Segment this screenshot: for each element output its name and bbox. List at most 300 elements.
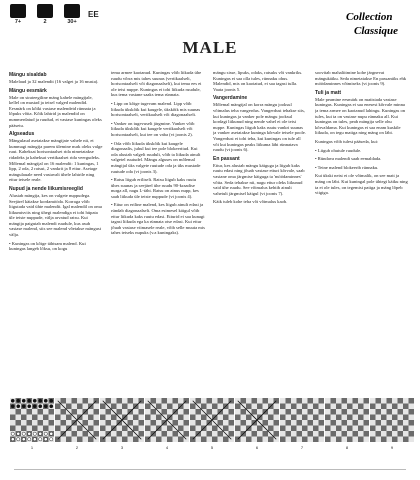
paragraph: Kuningas võib tulest pääseda, kui: [315, 138, 379, 144]
chess-piece [22, 405, 25, 408]
chess-piece [50, 438, 53, 441]
board-square [207, 404, 213, 410]
board-square [325, 415, 331, 421]
paragraph: Mõlemal mängijal on korra mängu jooksul võimalus teha vangerdus. Vangerdust tehakse siis, kui kuningas ja vanker pole mängu jooksul kordagi liikunud ning nende vahel ei ole teisi nuppe. Kuningas liigub kaks ruutu vankri suunas ja vanker asetatakse kuninga kõrvale teisele poole. Vangerdust ei tohi teha, kui kuningas on tule all või kui kuningas peaks liikuma läbi rünnatava ruudu (vt joonis 6). [213, 102, 306, 153]
board-square [268, 437, 274, 443]
board-square [83, 420, 89, 426]
board-square [257, 398, 263, 404]
board-square [342, 437, 348, 443]
board-square [252, 398, 258, 404]
board-square [151, 398, 157, 404]
board-square [128, 431, 134, 437]
board-square [398, 437, 404, 443]
board-square [21, 420, 27, 426]
board-square [212, 398, 218, 404]
chess-piece [11, 399, 14, 402]
paragraph: • Lipp on kõige tugevam malend. Lipp võib liikuda ükskõik kui kaugele, ükskõik mis suunas horisontaalselt, vertikaalselt või diagonaalselt. [111, 100, 201, 118]
board-square [319, 420, 325, 426]
board-square [111, 431, 117, 437]
board-square [376, 415, 382, 421]
board-square [353, 404, 359, 410]
board-square [297, 409, 303, 415]
board-square [364, 398, 370, 404]
board-square [229, 420, 235, 426]
board-square [376, 437, 382, 443]
board-square [370, 415, 376, 421]
board-square [218, 431, 224, 437]
board-square [167, 409, 173, 415]
board-square [111, 398, 117, 404]
board-square [196, 420, 202, 426]
board-square [49, 426, 55, 432]
board-square [212, 409, 218, 415]
board-square [302, 426, 308, 432]
chessboard [55, 398, 99, 442]
board-square [100, 420, 106, 426]
board-square [302, 404, 308, 410]
diagram-number: 5 [210, 445, 214, 450]
chess-piece [11, 432, 14, 435]
board-square [409, 426, 415, 432]
board-square [100, 409, 106, 415]
chess-diagram [190, 398, 234, 450]
board-square [392, 398, 398, 404]
board-square [241, 420, 247, 426]
board-square [32, 426, 38, 432]
section-heading: Vangerdamine [213, 95, 248, 102]
diagram-number: 3 [120, 445, 124, 450]
board-square [387, 404, 393, 410]
board-square [83, 431, 89, 437]
board-square [38, 426, 44, 432]
board-square [201, 398, 207, 404]
paragraph: Malelaud ja 32 malendit (16 valget ja 16 musta). [9, 79, 99, 84]
board-square [313, 398, 319, 404]
board-square [21, 409, 27, 415]
board-square [156, 437, 162, 443]
board-square [184, 409, 190, 415]
paragraph: • Kuningas on kõige tähtsam malend. Kui kuningas langeb lõksu, on kogu [9, 240, 86, 252]
board-square [241, 426, 247, 432]
board-square [66, 404, 72, 410]
board-square [297, 437, 303, 443]
age-icon-box [10, 4, 26, 18]
board-square [358, 437, 364, 443]
board-square [223, 420, 229, 426]
board-square [376, 404, 382, 410]
board-square [347, 437, 353, 443]
board-square [133, 437, 139, 443]
board-square [201, 431, 207, 437]
board-square [280, 431, 286, 437]
board-square [190, 404, 196, 410]
board-square [364, 426, 370, 432]
board-square [178, 398, 184, 404]
board-square [246, 437, 252, 443]
board-square [94, 409, 100, 415]
board-square [201, 420, 207, 426]
board-square [263, 431, 269, 437]
board-square [387, 415, 393, 421]
board-square [268, 415, 274, 421]
board-square [162, 426, 168, 432]
board-square [167, 437, 173, 443]
board-square [398, 398, 404, 404]
board-square [387, 431, 393, 437]
board-square [122, 398, 128, 404]
board-square [274, 426, 280, 432]
board-square [308, 426, 314, 432]
board-square [325, 409, 331, 415]
board-square [117, 398, 123, 404]
diagram-number: 1 [30, 445, 34, 450]
board-square [49, 420, 55, 426]
chess-piece [22, 432, 25, 435]
board-square [66, 431, 72, 437]
chess-piece [33, 399, 36, 402]
text-column [315, 70, 409, 410]
board-square [313, 409, 319, 415]
board-square [16, 420, 22, 426]
board-square [151, 420, 157, 426]
board-square [196, 398, 202, 404]
logo-line1: Collection [346, 11, 393, 23]
board-square [133, 420, 139, 426]
board-square [325, 398, 331, 404]
chess-piece [50, 399, 53, 402]
board-square [409, 420, 415, 426]
board-square [122, 404, 128, 410]
board-square [133, 398, 139, 404]
board-square [83, 437, 89, 443]
players-label: 2 [43, 19, 47, 25]
board-square [66, 415, 72, 421]
board-square [252, 409, 258, 415]
paragraph: • Liigub ohutule ruudule. [315, 147, 362, 153]
chess-piece [28, 438, 31, 441]
page-title: MALE [182, 38, 238, 57]
board-square [319, 404, 325, 410]
board-square [268, 398, 274, 404]
board-square [257, 404, 263, 410]
chess-piece [33, 405, 36, 408]
board-square [235, 420, 241, 426]
chess-piece [33, 432, 36, 435]
board-square [370, 409, 376, 415]
board-square [145, 426, 151, 432]
board-square [83, 404, 89, 410]
board-square [280, 437, 286, 443]
board-square [297, 420, 303, 426]
board-square [235, 409, 241, 415]
board-square [72, 398, 78, 404]
board-square [55, 415, 61, 421]
board-square [319, 415, 325, 421]
board-square [302, 398, 308, 404]
board-square [257, 431, 263, 437]
board-square [381, 404, 387, 410]
board-square [325, 426, 331, 432]
logo-line2: Classique [354, 25, 399, 37]
board-square [235, 426, 241, 432]
board-square [308, 415, 314, 421]
board-square [370, 398, 376, 404]
board-square [331, 409, 337, 415]
board-square [178, 437, 184, 443]
board-square [66, 420, 72, 426]
board-square [297, 415, 303, 421]
board-square [252, 431, 258, 437]
board-square [88, 420, 94, 426]
board-square [398, 426, 404, 432]
paragraph: Male peamine eesmärk on matistada vastase kuningas. Kuningas ei saa enesest kõrvale minna ja tema armee on kaotanud lahingu. Kuningas on tules, kui ta on vastase nupu rünnaku all. Kui kuningas on tules, peab mängija selle ohu kõrvaldama. Kui kuningas ei saa enam kuskile liikuda, on tegu matiga ning mäng on läbi. [315, 96, 406, 136]
board-square [392, 415, 398, 421]
board-square [229, 431, 235, 437]
board-square [106, 415, 112, 421]
chess-piece [50, 405, 53, 408]
chess-piece [44, 399, 47, 402]
time-icon-box [64, 4, 80, 18]
board-square [184, 404, 190, 410]
board-square [319, 431, 325, 437]
board-square [27, 409, 33, 415]
paragraph: Käik tuleb kohe teha või võimalus kaob. [213, 199, 288, 205]
board-square [319, 437, 325, 443]
board-square [10, 420, 16, 426]
paragraph: • Teine malend blokeerib rünnaku. [315, 164, 379, 170]
board-square [133, 426, 139, 432]
chess-piece [28, 405, 31, 408]
board-square [336, 420, 342, 426]
board-square [342, 415, 348, 421]
board-square [336, 398, 342, 404]
board-square [145, 409, 151, 415]
board-square [167, 426, 173, 432]
board-square [10, 426, 16, 432]
paragraph: • Ratsu liigub eriliselt. Ratsu liigub kaks ruutu ühes suunas ja seejärel ühe ruudu 90-kraadise nurga all, nagu L-täht. Ratsu on ainus nupp, kes saab liikuda üle teiste nuppude (vt joonis 4). [111, 177, 199, 199]
board-square [387, 420, 393, 426]
rules-columns [9, 70, 413, 410]
chessboard [100, 398, 144, 442]
board-square [212, 431, 218, 437]
board-square [190, 415, 196, 421]
board-square [10, 415, 16, 421]
board-square [145, 415, 151, 421]
board-square [286, 409, 292, 415]
board-square [94, 420, 100, 426]
board-square [257, 409, 263, 415]
board-square [100, 404, 106, 410]
board-square [392, 431, 398, 437]
board-square [274, 409, 280, 415]
board-square [370, 426, 376, 432]
board-square [313, 426, 319, 432]
board-square [139, 431, 145, 437]
section-heading: Mängu sisaldab [9, 72, 47, 78]
board-square [223, 398, 229, 404]
board-square [229, 415, 235, 421]
board-square [94, 431, 100, 437]
board-square [88, 409, 94, 415]
chessboard [325, 398, 369, 442]
chessboard [235, 398, 279, 442]
chess-piece [17, 399, 20, 402]
board-square [297, 398, 303, 404]
board-square [376, 431, 382, 437]
chess-diagram [10, 398, 54, 450]
board-square [263, 420, 269, 426]
paragraph: mängu sisse, lipuks, odaks, ratsuks või vankriks. Kuningas ei saa olla tules, rünnaku ohus. Malendid, mis on kaotatud, ei saa tagasi tulla. Vaata joonis 5. [213, 70, 303, 92]
board-square [286, 420, 292, 426]
board-square [246, 431, 252, 437]
board-square [229, 409, 235, 415]
board-square [178, 420, 184, 426]
board-square [325, 420, 331, 426]
board-square [331, 415, 337, 421]
board-square [201, 415, 207, 421]
board-square [106, 420, 112, 426]
board-square [156, 404, 162, 410]
board-square [178, 415, 184, 421]
board-square [347, 420, 353, 426]
board-square [83, 398, 89, 404]
board-square [347, 415, 353, 421]
board-square [286, 431, 292, 437]
board-square [162, 431, 168, 437]
chess-piece [28, 399, 31, 402]
chess-diagram [100, 398, 144, 450]
board-square [122, 437, 128, 443]
board-square [32, 415, 38, 421]
board-square [364, 409, 370, 415]
board-square [145, 420, 151, 426]
chess-piece [11, 438, 14, 441]
board-square [207, 409, 213, 415]
chess-diagram [55, 398, 99, 450]
board-square [229, 404, 235, 410]
board-square [381, 398, 387, 404]
board-square [111, 404, 117, 410]
board-square [196, 426, 202, 432]
board-square [370, 437, 376, 443]
board-square [263, 398, 269, 404]
board-square [297, 404, 303, 410]
board-square [291, 415, 297, 421]
board-square [358, 431, 364, 437]
board-square [207, 426, 213, 432]
board-square [235, 415, 241, 421]
board-square [364, 420, 370, 426]
board-square [133, 415, 139, 421]
chessboard [190, 398, 234, 442]
board-square [313, 431, 319, 437]
chess-piece [39, 432, 42, 435]
board-square [128, 404, 134, 410]
chessboard [10, 398, 54, 442]
board-square [381, 409, 387, 415]
diagram-strip [0, 398, 420, 468]
board-square [111, 420, 117, 426]
diagram-number: 6 [255, 445, 259, 450]
board-square [246, 420, 252, 426]
board-square [55, 431, 61, 437]
board-square [106, 437, 112, 443]
board-square [49, 415, 55, 421]
board-square [381, 437, 387, 443]
board-square [392, 437, 398, 443]
section-heading: Nupud ja nende liikumisreeglid [9, 185, 83, 192]
board-square [398, 431, 404, 437]
chess-piece [50, 432, 53, 435]
board-square [302, 420, 308, 426]
board-square [398, 415, 404, 421]
board-square [274, 431, 280, 437]
paragraph: • Oda võib liikuda ükskõik kui kaugele diagonaalis, juhul kui tee pole blokeeritud. Kui oda alustab valgelt ruudult, võib ta liikuda ainult valgetel ruutudel. Mängu alguses on mõlemal mängijal üks valgete ruutude oda ja üks mustade ruutude oda (vt joonis 3). [111, 140, 201, 174]
board-square [246, 398, 252, 404]
board-square [347, 409, 353, 415]
board-square [139, 409, 145, 415]
header-icons [9, 4, 81, 25]
chess-piece [17, 405, 20, 408]
board-square [178, 426, 184, 432]
board-square [43, 426, 49, 432]
board-square [223, 415, 229, 421]
text-column [9, 70, 103, 410]
board-square [252, 437, 258, 443]
board-square [331, 404, 337, 410]
board-square [398, 420, 404, 426]
board-square [387, 398, 393, 404]
board-square [196, 409, 202, 415]
board-square [252, 426, 258, 432]
board-square [77, 404, 83, 410]
board-square [77, 426, 83, 432]
chess-piece [44, 432, 47, 435]
board-square [403, 437, 409, 443]
board-square [38, 409, 44, 415]
board-square [291, 420, 297, 426]
board-square [286, 426, 292, 432]
board-square [117, 409, 123, 415]
board-square [409, 431, 415, 437]
board-square [72, 409, 78, 415]
board-square [88, 426, 94, 432]
board-square [268, 426, 274, 432]
board-square [403, 409, 409, 415]
board-square [43, 415, 49, 421]
board-square [297, 431, 303, 437]
chess-diagram [370, 398, 414, 450]
board-square [291, 426, 297, 432]
board-square [325, 431, 331, 437]
board-square [409, 409, 415, 415]
board-square [190, 431, 196, 437]
board-square [156, 431, 162, 437]
board-square [162, 409, 168, 415]
paragraph: Mängulaud asetatakse mängijate vahele nii, et kummagi mängija parem ülemine nurk oleks valge ruut. Kaheksat horisontaalset rida nimetatakse ridadeks ja kaheksat vertikaalset rida veergudeks. Mõlemal mängijal on 16 malendit: 1 kuningas, 1 lipp, 2 oda, 2 ratsut, 2 vankrit ja 8 ettur. Asetage mängulauale need vastavalt ühele lahtrile ning ettur teisele reale. [9, 138, 103, 183]
board-square [313, 420, 319, 426]
board-square [274, 420, 280, 426]
time-label: 30+ [67, 19, 77, 25]
board-square [100, 431, 106, 437]
board-square [358, 420, 364, 426]
board-square [291, 431, 297, 437]
board-square [235, 431, 241, 437]
board-square [77, 431, 83, 437]
board-square [218, 420, 224, 426]
diagram-number: 2 [75, 445, 79, 450]
board-square [156, 415, 162, 421]
